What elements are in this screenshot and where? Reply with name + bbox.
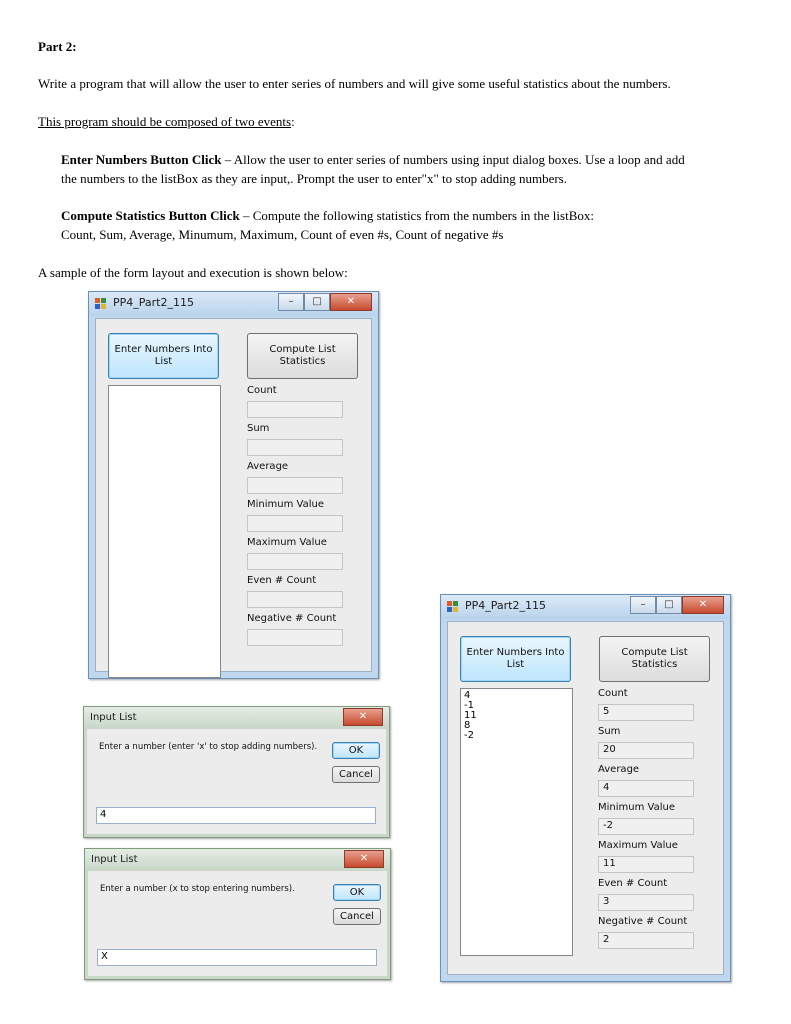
input-field[interactable]: X bbox=[97, 949, 377, 966]
stat-label: Sum bbox=[247, 423, 270, 434]
enter-numbers-button[interactable]: Enter Numbers Into List bbox=[460, 636, 571, 682]
dialog-controls bbox=[343, 708, 383, 726]
dialog-title: Input List bbox=[90, 712, 137, 723]
stat-value-textbox[interactable]: 2 bbox=[598, 932, 694, 949]
stat-value-textbox[interactable]: 20 bbox=[598, 742, 694, 759]
input-field[interactable]: 4 bbox=[96, 807, 376, 824]
stat-label: Maximum Value bbox=[247, 537, 327, 548]
event1-title: Enter Numbers Button Click bbox=[61, 152, 222, 167]
enter-numbers-button[interactable]: Enter Numbers Into List bbox=[108, 333, 219, 379]
list-item[interactable]: 11 bbox=[464, 710, 477, 721]
title-bar bbox=[441, 595, 730, 619]
events-heading-line bbox=[38, 112, 295, 131]
stat-label: Even # Count bbox=[598, 878, 668, 889]
stat-label: Even # Count bbox=[247, 575, 317, 586]
stat-value-textbox[interactable]: 4 bbox=[598, 780, 694, 797]
stat-textbox[interactable] bbox=[247, 439, 343, 456]
cancel-button[interactable]: Cancel bbox=[333, 908, 381, 925]
minimize-icon[interactable]: – bbox=[630, 596, 656, 614]
ok-button[interactable]: OK bbox=[332, 742, 380, 759]
events-heading: This program should be composed of two events bbox=[38, 114, 292, 129]
window-controls bbox=[278, 293, 372, 311]
close-icon[interactable]: ✕ bbox=[344, 850, 384, 868]
stat-textbox[interactable] bbox=[247, 591, 343, 608]
events-heading-colon: : bbox=[291, 114, 295, 129]
form-window-filled bbox=[440, 594, 731, 982]
dialog-title: Input List bbox=[91, 854, 138, 865]
dialog-title-bar bbox=[85, 849, 390, 873]
form-client-area bbox=[447, 621, 724, 975]
compute-statistics-button[interactable]: Compute List Statistics bbox=[247, 333, 358, 379]
list-item[interactable]: 4 bbox=[464, 690, 471, 701]
stat-label: Sum bbox=[598, 726, 621, 737]
sample-caption: A sample of the form layout and execution is shown below: bbox=[38, 265, 348, 280]
stat-textbox[interactable] bbox=[247, 515, 343, 532]
maximize-icon[interactable]: □ bbox=[304, 293, 330, 311]
stat-value-textbox[interactable]: -2 bbox=[598, 818, 694, 835]
event2-line2: Count, Sum, Average, Minumum, Maximum, Count of even #s, Count of negative #s bbox=[61, 227, 504, 242]
list-item[interactable]: -1 bbox=[464, 700, 474, 711]
stat-label: Negative # Count bbox=[247, 613, 337, 624]
window-title: PP4_Part2_115 bbox=[113, 296, 194, 309]
event2-title: Compute Statistics Button Click bbox=[61, 208, 240, 223]
dialog-prompt: Enter a number (enter 'x' to stop adding numbers). bbox=[99, 742, 318, 752]
stat-value-textbox[interactable]: 5 bbox=[598, 704, 694, 721]
stat-textbox[interactable] bbox=[247, 629, 343, 646]
stat-label: Minimum Value bbox=[247, 499, 324, 510]
app-icon bbox=[447, 601, 459, 613]
stat-label: Minimum Value bbox=[598, 802, 675, 813]
event1-text: – Allow the user to enter series of numbers using input dialog boxes. Use a loop and add bbox=[221, 152, 685, 167]
stat-label: Negative # Count bbox=[598, 916, 688, 927]
numbers-listbox[interactable] bbox=[108, 385, 221, 678]
close-icon[interactable]: ✕ bbox=[330, 293, 372, 311]
maximize-icon[interactable]: □ bbox=[656, 596, 682, 614]
event2-text: – Compute the following statistics from the numbers in the listBox: bbox=[239, 208, 594, 223]
event2-line1 bbox=[61, 206, 594, 225]
close-icon[interactable]: ✕ bbox=[343, 708, 383, 726]
stat-label: Maximum Value bbox=[598, 840, 678, 851]
form-window-empty bbox=[88, 291, 379, 679]
input-dialog-2 bbox=[84, 848, 391, 980]
title-bar bbox=[89, 292, 378, 316]
window-title: PP4_Part2_115 bbox=[465, 599, 546, 612]
dialog-client-area bbox=[88, 871, 387, 976]
stat-label: Count bbox=[598, 688, 628, 699]
app-icon bbox=[95, 298, 107, 310]
stat-value-textbox[interactable]: 3 bbox=[598, 894, 694, 911]
cancel-button[interactable]: Cancel bbox=[332, 766, 380, 783]
stat-label: Average bbox=[247, 461, 289, 472]
stat-label: Count bbox=[247, 385, 277, 396]
form-client-area bbox=[95, 318, 372, 672]
list-item[interactable]: -2 bbox=[464, 730, 474, 741]
dialog-title-bar bbox=[84, 707, 389, 731]
intro-paragraph: Write a program that will allow the user to enter series of numbers and will give some useful statistics about the numbers. bbox=[38, 76, 671, 91]
list-item[interactable]: 8 bbox=[464, 720, 471, 731]
part-heading: Part 2: bbox=[38, 39, 77, 54]
stat-value-textbox[interactable]: 11 bbox=[598, 856, 694, 873]
minimize-icon[interactable]: – bbox=[278, 293, 304, 311]
input-dialog-1 bbox=[83, 706, 390, 838]
event1-line2: the numbers to the listBox as they are input,. Prompt the user to enter"x" to stop adding numbers. bbox=[61, 171, 567, 186]
window-controls bbox=[630, 596, 724, 614]
close-icon[interactable]: ✕ bbox=[682, 596, 724, 614]
stat-label: Average bbox=[598, 764, 640, 775]
dialog-prompt: Enter a number (x to stop entering numbers). bbox=[100, 884, 295, 894]
ok-button[interactable]: OK bbox=[333, 884, 381, 901]
dialog-controls bbox=[344, 850, 384, 868]
stat-textbox[interactable] bbox=[247, 553, 343, 570]
numbers-listbox[interactable] bbox=[460, 688, 573, 956]
event1-line1 bbox=[61, 150, 685, 169]
stat-textbox[interactable] bbox=[247, 401, 343, 418]
dialog-client-area bbox=[87, 729, 386, 834]
compute-statistics-button[interactable]: Compute List Statistics bbox=[599, 636, 710, 682]
stat-textbox[interactable] bbox=[247, 477, 343, 494]
listbox-items bbox=[464, 691, 569, 741]
